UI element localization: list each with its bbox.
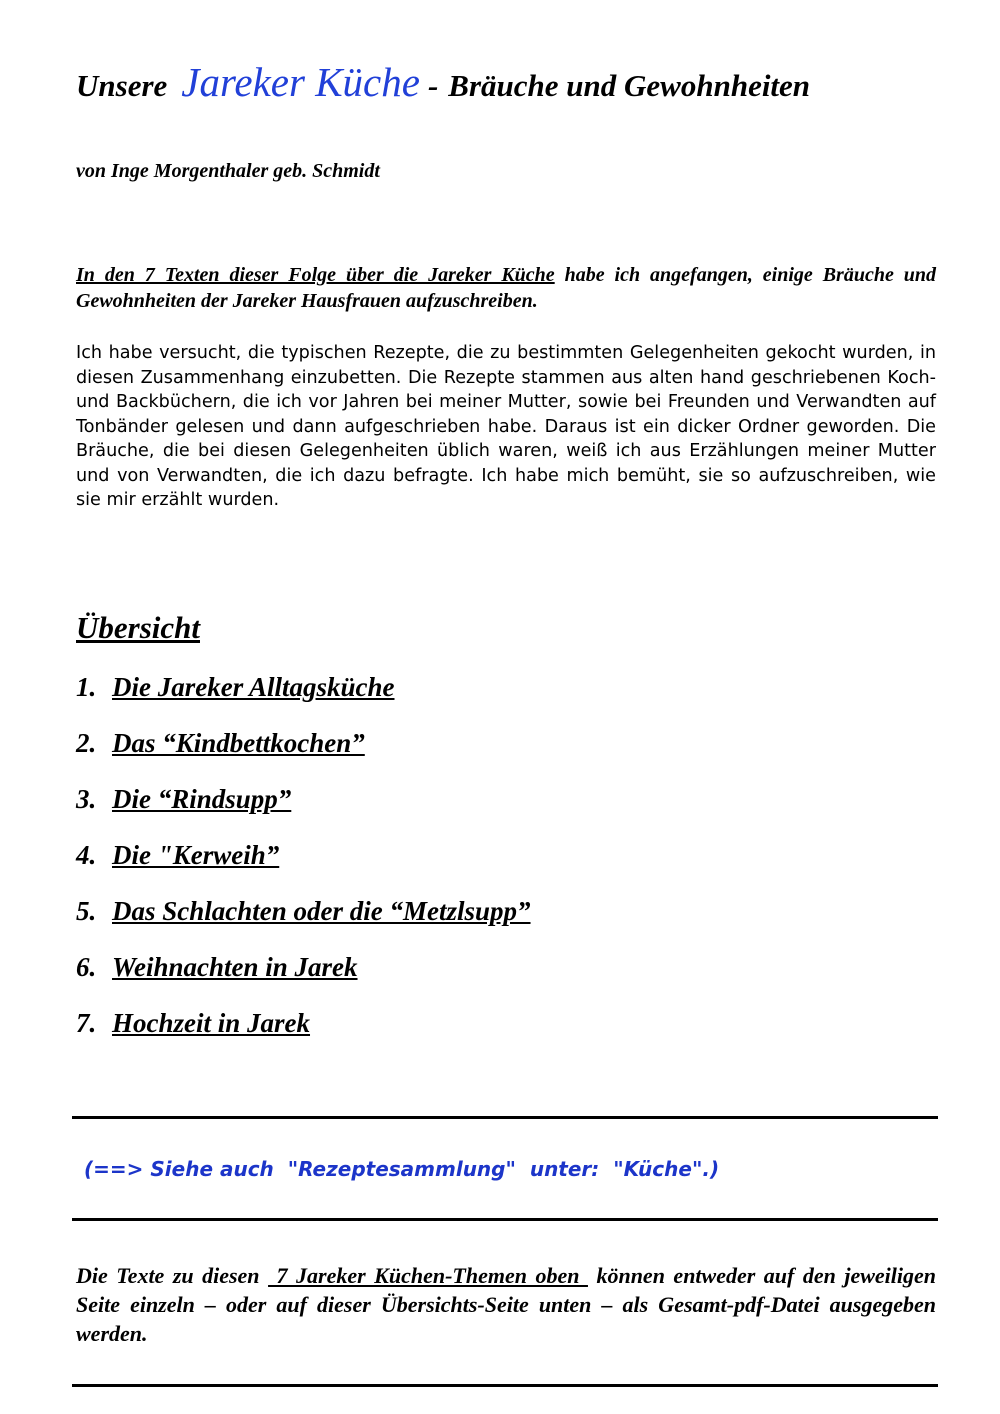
divider-3 xyxy=(72,1384,938,1387)
title-accent: Jareker Küche xyxy=(181,59,420,105)
overview-link-3[interactable]: Die “Rindsupp” xyxy=(112,784,292,814)
overview-item-1[interactable] xyxy=(76,672,531,728)
overview-heading: Übersicht xyxy=(76,610,200,645)
body-paragraph: Ich habe versucht, die typischen Rezepte, die zu bestimmten Gelegenheiten gekocht wurden, in diesen Zusammenhang einzubetten. Die Rezepte stammen aus alten hand geschriebenen Koch- und Backbüchern, die ich vor Jahren bei meiner Mutter, sowie bei Freunden und Verwandten auf Tonbänder gelesen und dann aufgeschrieben habe. Daraus ist ein dicker Ordner geworden. Die Bräuche, die bei diesen Gelegenheiten üblich waren, weiß ich aus Erzählungen meiner Mutter und von Verwandten, die ich dazu befragte. Ich habe mich bemüht, sie so aufzuschreiben, wie sie mir erzählt wurden. xyxy=(76,343,936,510)
overview-item-6[interactable] xyxy=(76,952,531,1008)
title-dash: - xyxy=(427,68,439,103)
author-line: von Inge Morgenthaler geb. Schmidt xyxy=(76,160,380,182)
overview-link-4[interactable]: Die "Kerweih” xyxy=(112,840,280,870)
title-part-2: Bräuche und Gewohnheiten xyxy=(448,68,811,103)
item-number: 1. xyxy=(76,672,97,702)
intro-rest: habe ich angefangen, einige Bräuche und Gewohnheiten der Jareker Hausfrauen aufzuschreiben. xyxy=(76,264,937,312)
page-title xyxy=(76,58,810,106)
overview-link-1[interactable]: Die Jareker Alltagsküche xyxy=(112,672,395,702)
overview-item-7[interactable] xyxy=(76,1008,531,1064)
footer-topics-link[interactable]: 7 Jareker Küchen-Themen oben xyxy=(268,1263,588,1288)
title-part-1: Unsere xyxy=(76,68,168,103)
divider-2 xyxy=(72,1218,938,1221)
footer-before: Die Texte zu diesen xyxy=(76,1263,269,1288)
overview-list xyxy=(76,672,531,1064)
item-number: 6. xyxy=(76,952,97,982)
overview-link-6[interactable]: Weihnachten in Jarek xyxy=(112,952,358,982)
overview-link-5[interactable]: Das Schlachten oder die “Metzlsupp” xyxy=(112,896,531,926)
item-number: 5. xyxy=(76,896,97,926)
overview-item-4[interactable] xyxy=(76,840,531,896)
footer-after: können entweder auf den jeweiligen Seite einzeln – oder auf dieser Übersichts-Seite unten – als Gesamt-pdf-Datei ausgegeben werden. xyxy=(76,1263,937,1346)
overview-link-7[interactable]: Hochzeit in Jarek xyxy=(112,1008,311,1038)
overview-item-2[interactable] xyxy=(76,728,531,784)
footer-paragraph xyxy=(76,1261,936,1348)
intro-paragraph xyxy=(76,262,936,314)
overview-item-3[interactable] xyxy=(76,784,531,840)
overview-item-5[interactable] xyxy=(76,896,531,952)
item-number: 3. xyxy=(76,784,97,814)
item-number: 7. xyxy=(76,1008,97,1038)
item-number: 2. xyxy=(76,728,97,758)
divider-1 xyxy=(72,1116,938,1119)
overview-link-2[interactable]: Das “Kindbettkochen” xyxy=(112,728,365,758)
item-number: 4. xyxy=(76,840,97,870)
see-also-link[interactable]: (==> Siehe auch "Rezeptesammlung" unter: "Küche".) xyxy=(84,1157,720,1181)
intro-underlined: In den 7 Texten dieser Folge über die Jareker Küche xyxy=(76,264,555,286)
